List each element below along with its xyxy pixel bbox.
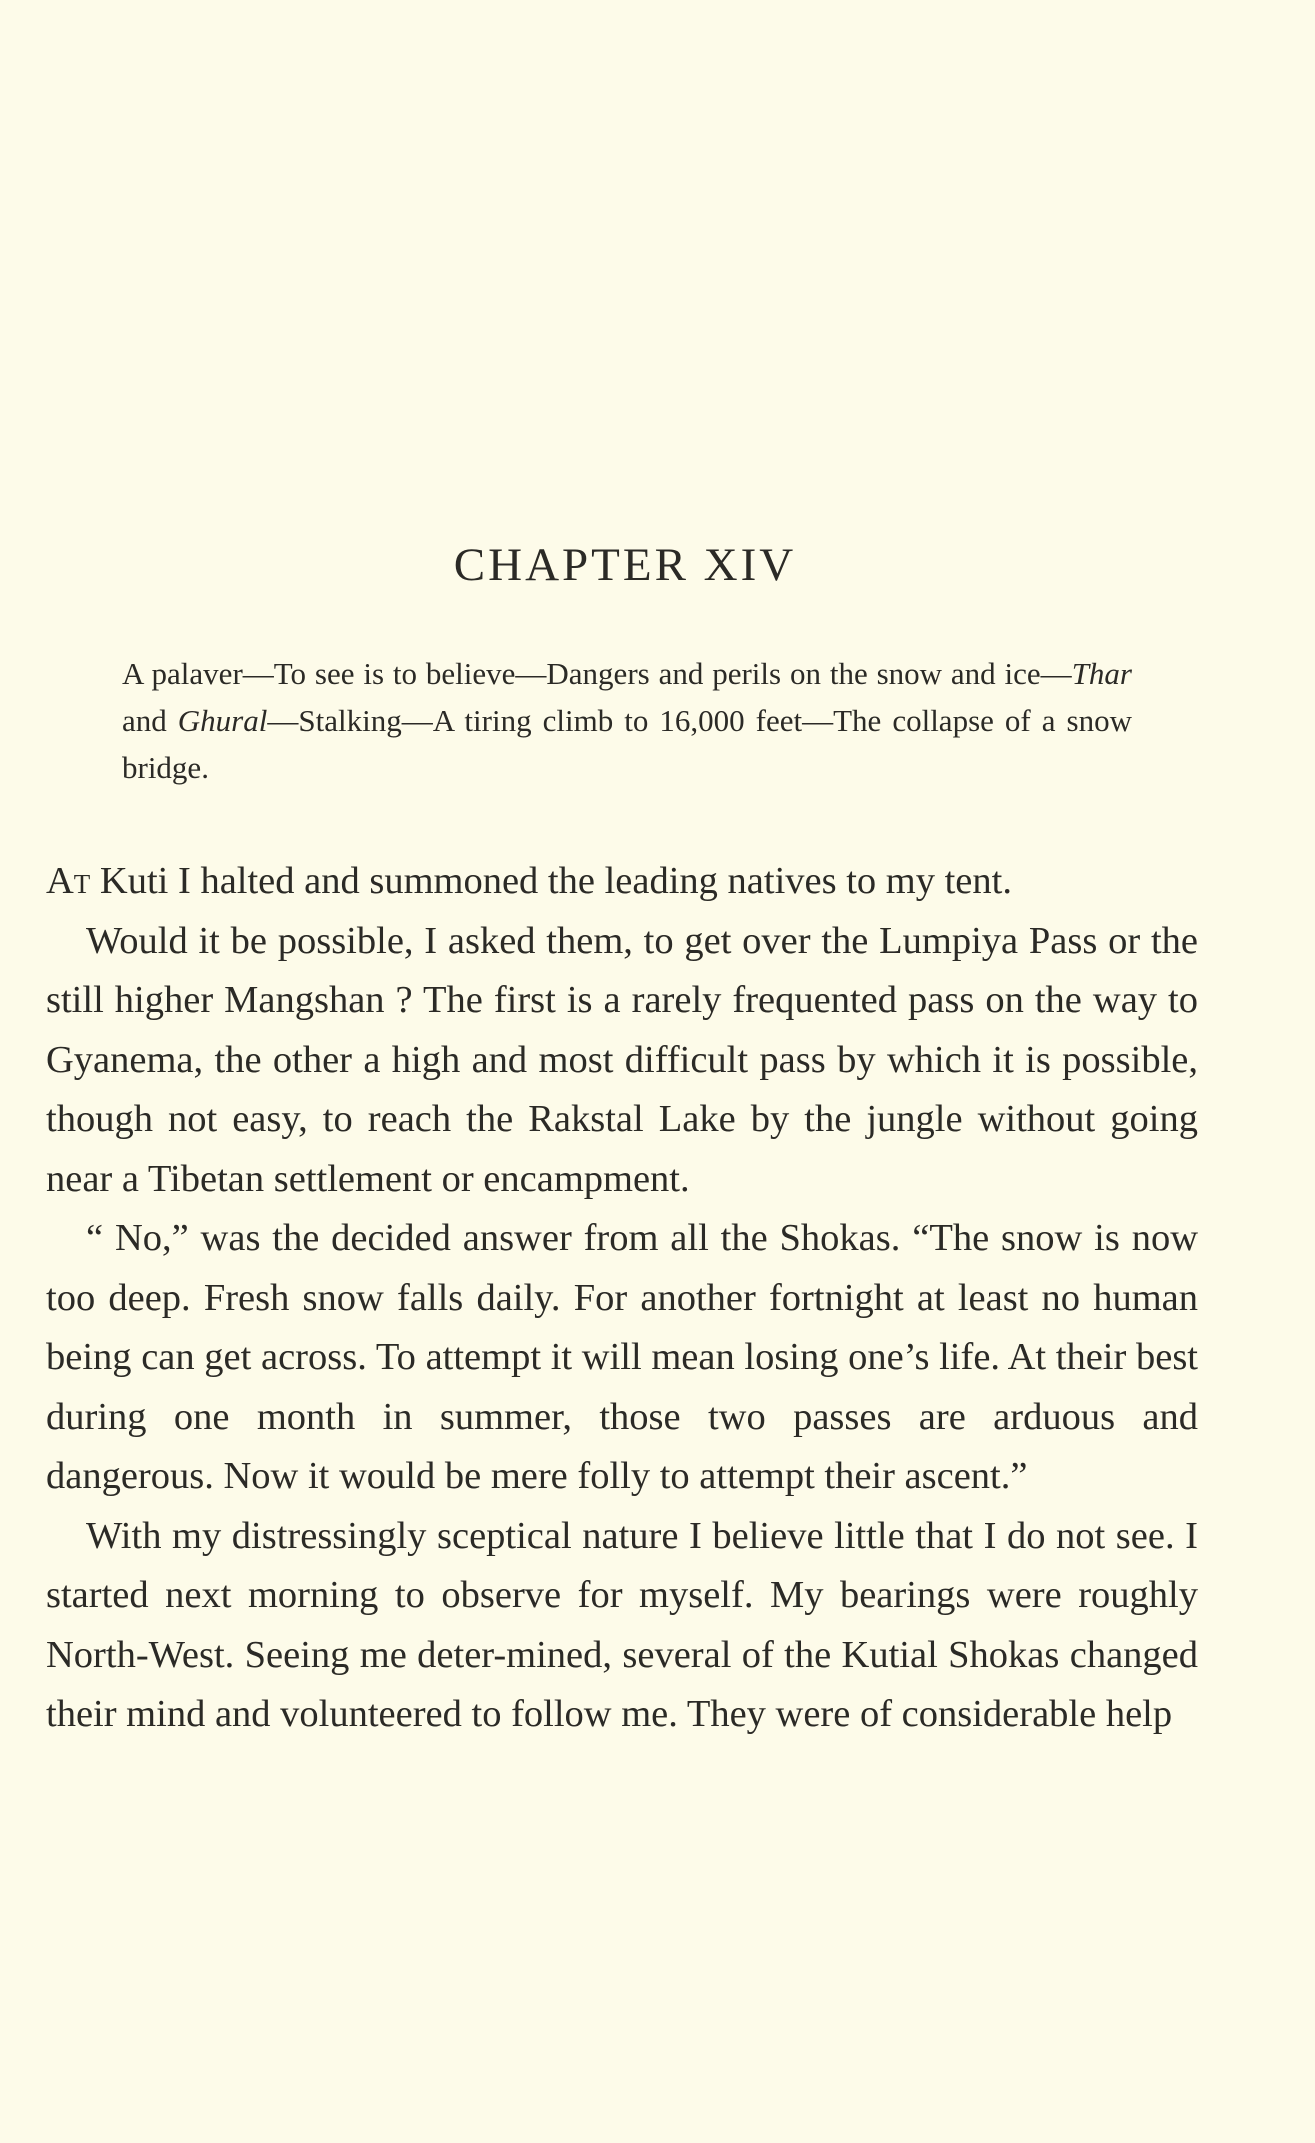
body-text	[46, 852, 1198, 1745]
chapter-synopsis	[122, 650, 1132, 791]
paragraph-1-text: Kuti I halted and summoned the leading natives to my tent.	[90, 860, 1012, 902]
opening-word: At	[46, 860, 91, 902]
paragraph-4: With my distressingly sceptical nature I believe little that I do not see. I started next morning to observe for myself. My bearings were roughly North-West. Seeing me deter-mined, several of the Kutial Shokas changed their mind and volunteered to follow me. They were of considerable help	[46, 1514, 1198, 1735]
synopsis-text-3: —Stalking—A tiring climb to 16,000 feet—The collapse of a snow bridge.	[122, 703, 1133, 785]
synopsis-text-1: A palaver—To see is to believe—Dangers and perils on the snow and ice—	[122, 656, 1072, 691]
chapter-title: CHAPTER XIV	[453, 539, 797, 591]
paragraph-1	[46, 852, 1198, 912]
synopsis-italic-thar: Thar	[1071, 656, 1132, 691]
paragraph-2: Would it be possible, I asked them, to get over the Lumpiya Pass or the still higher Mangshan ? The first is a rarely frequented pass on the way to Gyanema, the other a high and most difficult pass by which it is possible, though not easy, to reach the Rakstal Lake by the jungle without going near a Tibetan settlement or encampment.	[46, 919, 1198, 1200]
synopsis-italic-ghural: Ghural	[177, 703, 268, 738]
paragraph-3: “ No,” was the decided answer from all the Shokas. “The snow is now too deep. Fresh snow falls daily. For another fortnight at least no human being can get across. To attempt it will mean losing one’s life. At their best during one month in summer, those two passes are arduous and dangerous. Now it would be mere folly to attempt their ascent.”	[46, 1217, 1198, 1497]
synopsis-text-2: and	[122, 703, 178, 738]
